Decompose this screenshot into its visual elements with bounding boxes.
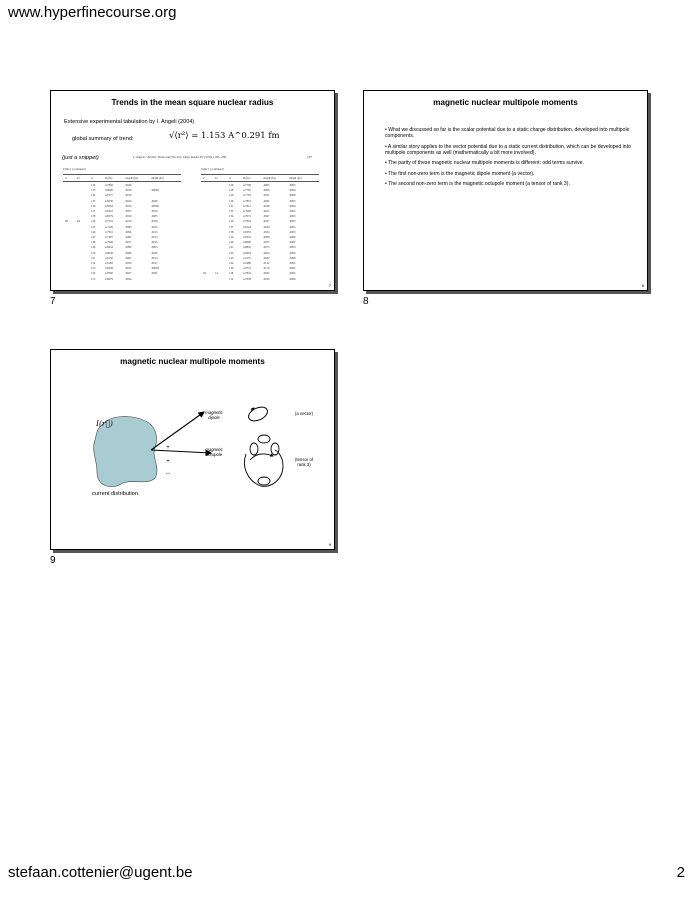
table-cell: 4.8379 <box>105 214 113 219</box>
table-cell: .0026 <box>125 183 132 187</box>
table-cell: 144 <box>229 261 234 265</box>
table-cell: 139 <box>229 235 234 239</box>
dipole-loop-icon <box>246 404 269 423</box>
table-cell: 134 <box>91 193 96 198</box>
table-cell: .0049 <box>151 198 158 203</box>
table-cell: .0005 <box>289 209 296 213</box>
table-cell: .0004 <box>289 203 296 208</box>
radius-table-left <box>63 167 181 285</box>
table-cell: .0039 <box>125 261 132 265</box>
table-cell: .0082 <box>125 235 132 239</box>
table-cell: .0037 <box>263 240 270 245</box>
page-number: 2 <box>676 864 685 881</box>
table-cell: .0005 <box>289 219 296 224</box>
slide-corner-number: 7 <box>328 283 331 288</box>
table-cell: 4.8177 <box>105 193 113 198</box>
table-row <box>201 219 319 223</box>
octupole-loop-icon <box>258 477 270 485</box>
table-row <box>201 240 319 244</box>
table-row <box>201 204 319 208</box>
table-cell: 149 <box>91 245 96 250</box>
table-cell: 132 <box>91 183 96 187</box>
table-cell: .0034 <box>263 229 270 234</box>
table-header-cell: A <box>91 176 93 180</box>
table-cell: 4.8143 <box>243 224 251 229</box>
radius-formula: √⟨r²⟩ = 1.153 A^0.291 fm <box>169 131 280 141</box>
slide-7-trend-label: global summary of trend: <box>72 136 134 142</box>
bullet-item: • What we discussed so far is the scalar potential due to a static charge distribution, developed into multipole components. <box>385 127 630 140</box>
table-row <box>63 225 181 229</box>
table-row <box>63 266 181 270</box>
table-cell: 4.7830 <box>105 183 113 187</box>
table-cell: 119 <box>229 276 234 281</box>
table-cell: .0047 <box>263 209 270 213</box>
slide-8-title: magnetic nuclear multipole moments <box>433 98 578 107</box>
table-cell: .0122 <box>263 261 270 265</box>
table-cell: .0008 <box>289 193 296 198</box>
table-cell: 4.8230 <box>105 198 113 203</box>
bullet-item: • The second non-zero term is the magnetic octupole moment (a tensor of rank 3). <box>385 180 570 187</box>
table-cell: .0032 <box>263 271 270 276</box>
current-symbol: I(r⃗) <box>96 419 113 428</box>
octupole-loop-icon <box>250 443 258 455</box>
slide-8 <box>363 90 648 291</box>
current-distribution-label: current distribution <box>92 491 139 497</box>
table-cell: .00082 <box>151 203 159 208</box>
table-row <box>201 256 319 260</box>
table-row <box>63 245 181 249</box>
table-cell: 4.7763 <box>243 193 251 198</box>
octupole-label: magnetic octupole <box>205 447 223 457</box>
table-cell: 146 <box>229 266 234 271</box>
table-cell: 146 <box>91 229 96 234</box>
table-row <box>201 245 319 249</box>
table-cell: 4.7906 <box>243 209 251 213</box>
table-caption: Table 1 (continued) <box>63 167 86 171</box>
table-cell: 4.7838 <box>243 276 251 281</box>
table-cell: .0032 <box>263 255 270 260</box>
table-header-cell: El <box>215 176 218 180</box>
table-row <box>201 230 319 234</box>
table-cell: 151 <box>91 255 96 260</box>
table-cell: .0004 <box>289 188 296 193</box>
table-cell: .0027 <box>125 271 132 276</box>
octupole-loop-icon <box>271 443 279 455</box>
table-row <box>201 183 319 187</box>
table-cell: .0047 <box>263 214 270 219</box>
table-header-cell: R (fm) <box>105 176 113 180</box>
table-cell: .0009 <box>289 250 296 255</box>
table-cell: 131 <box>229 203 234 208</box>
tensor-label: (tensor of rank 3) <box>294 457 314 467</box>
table-cell: 4.7705 <box>243 188 251 193</box>
table-cell: 89 <box>65 219 68 224</box>
table-cell: 143 <box>229 255 234 260</box>
table-row <box>201 271 319 275</box>
table-cell: .0061 <box>125 255 132 260</box>
table-cell: .00082 <box>151 188 159 193</box>
table-cell: 4.8438 <box>105 266 113 271</box>
table-cell: Cs <box>215 271 219 276</box>
continuation-dots: ... <box>165 470 171 476</box>
table-cell: .0003 <box>289 229 296 234</box>
slide-7-label: 7 <box>50 296 56 307</box>
table-row <box>63 240 181 244</box>
table-row <box>63 230 181 234</box>
table-cell: 4.8030 <box>105 250 113 255</box>
table-row <box>201 225 319 229</box>
table-row <box>63 277 181 281</box>
table-cell: 4.8352 <box>243 235 251 239</box>
table-cell: 4.9136 <box>105 255 113 260</box>
table-cell: 4.7972 <box>243 214 251 219</box>
table-cell: .0005 <box>289 224 296 229</box>
table-cell: 142 <box>229 250 234 255</box>
table-cell: .0219 <box>125 219 132 224</box>
table-cell: 4.8679 <box>105 276 113 281</box>
table-page-ref: 197 <box>307 155 313 159</box>
table-cell: .0039 <box>125 214 132 219</box>
table-row <box>63 271 181 275</box>
table-row <box>201 193 319 197</box>
table-cell: 4.9280 <box>243 261 251 265</box>
plus-sign-2: + <box>166 459 170 465</box>
site-url[interactable]: www.hyperfinecourse.org <box>8 4 177 21</box>
table-row <box>201 199 319 203</box>
table-cell: .0054 <box>151 209 158 213</box>
table-cell: 4.7834 <box>243 271 251 276</box>
table-header-cell: ΔinpR (fm) <box>289 176 302 180</box>
table-cell: 137 <box>91 209 96 213</box>
table-cell: 4.8355 <box>243 229 251 234</box>
table-row <box>63 204 181 208</box>
table-cell: .0073 <box>263 245 270 250</box>
table-cell: .0008 <box>289 255 296 260</box>
table-cell: .0096 <box>125 250 132 255</box>
table-header-cell: R (fm) <box>243 176 251 180</box>
table-cell: .0005 <box>289 198 296 203</box>
table-row <box>201 277 319 281</box>
table-cell: 4.8845 <box>243 245 251 250</box>
table-cell: .0047 <box>263 193 270 198</box>
table-cell: .0002 <box>289 240 296 245</box>
table-row <box>63 219 181 223</box>
table-cell: 4.8560 <box>105 271 113 276</box>
table-cell: 152 <box>91 261 96 265</box>
table-cell: .0006 <box>289 276 296 281</box>
table-cell: .0047 <box>263 219 270 224</box>
dipole-arrow <box>151 412 204 450</box>
table-cell: 155 <box>91 276 96 281</box>
table-cell: 141 <box>229 245 234 250</box>
table-row <box>201 214 319 218</box>
table-cell: .0062 <box>151 271 158 276</box>
table-row <box>201 251 319 255</box>
dipole-label: magnetic dipole <box>205 410 223 420</box>
slide-corner-number: 8 <box>641 283 644 288</box>
table-row <box>201 188 319 192</box>
table-cell: 4.8006 <box>105 188 113 193</box>
table-cell: 153 <box>91 266 96 271</box>
table-header-cell: El <box>77 176 80 180</box>
table-caption: Table 1 (continued) <box>201 167 224 171</box>
table-cell: .0003 <box>289 245 296 250</box>
table-cell: .0034 <box>125 198 132 203</box>
table-cell: 137 <box>229 224 234 229</box>
table-header-cell: ΔexpR (fm) <box>125 176 139 180</box>
table-cell: 4.9137 <box>243 255 251 260</box>
bullet-item: • A similar story applies to the vector potential due to a static current distribution, which can be developed into multipole components as well (mathematically a bit more involved). <box>385 143 631 156</box>
table-cell: 136 <box>91 203 96 208</box>
table-cell: 150 <box>91 250 96 255</box>
table-cell: 4.9182 <box>105 261 113 265</box>
table-header-cell: A <box>229 176 231 180</box>
table-citation: I. Angeli / Atomic Data and Nuclear Data Tables 87 (2004) 185–206 <box>133 155 227 159</box>
table-cell: 148 <box>91 240 96 245</box>
table-cell: .0017 <box>151 261 158 265</box>
slide-7-intro: Extensive experimental tabulation by I. Angeli (2004) <box>64 119 195 125</box>
table-cell: .0013 <box>151 235 158 239</box>
table-cell: Eu <box>77 219 81 224</box>
table-row <box>63 256 181 260</box>
table-cell: 132 <box>229 209 234 213</box>
table-row <box>63 214 181 218</box>
slide-7-snippet-note: (just a snippet) <box>62 155 99 161</box>
octupole-loop-icon <box>258 435 270 443</box>
table-cell: .0024 <box>125 276 132 281</box>
table-header-cell: ΔexpR (fm) <box>263 176 277 180</box>
table-cell: .0082 <box>125 245 132 250</box>
slide-7 <box>50 90 335 291</box>
table-cell: .0006 <box>263 198 270 203</box>
table-cell: .0083 <box>151 214 158 219</box>
table-cell: .0004 <box>263 250 270 255</box>
table-cell: .0005 <box>289 214 296 219</box>
table-cell: .0023 <box>151 224 158 229</box>
slide-8-bullets <box>385 127 635 191</box>
table-cell: .0048 <box>263 203 270 208</box>
slide-9 <box>50 349 335 550</box>
table-cell: .0025 <box>125 266 132 271</box>
table-cell: .0006 <box>289 235 296 239</box>
author-email[interactable]: stefaan.cottenier@ugent.be <box>8 864 193 881</box>
table-cell: .0030 <box>263 276 270 281</box>
table-cell: 4.9775 <box>243 266 251 271</box>
table-cell: 129 <box>229 193 234 198</box>
table-cell: .0050 <box>125 188 132 193</box>
table-cell: .0005 <box>289 266 296 271</box>
table-cell: 136 <box>229 219 234 224</box>
table-cell: .0005 <box>289 183 296 187</box>
multipole-diagram <box>51 350 334 549</box>
table-row <box>201 209 319 213</box>
table-cell: 4.7852 <box>243 198 251 203</box>
table-cell: 138 <box>229 229 234 234</box>
table-cell: 4.8294 <box>105 203 113 208</box>
table-cell: 130 <box>229 198 234 203</box>
table-cell: .0009 <box>151 250 158 255</box>
table-cell: .0005 <box>289 271 296 276</box>
table-cell: 118 <box>229 271 234 276</box>
table-cell: .0013 <box>151 255 158 260</box>
table-row <box>63 188 181 192</box>
table-cell: .0083 <box>125 224 132 229</box>
slide-corner-number: 9 <box>328 542 331 547</box>
table-cell: .0003 <box>263 183 270 187</box>
table-row <box>201 235 319 239</box>
table-cell: 147 <box>91 235 96 239</box>
radius-table-right <box>201 167 319 285</box>
table-cell: 4.7299 <box>105 224 113 229</box>
table-cell: .0023 <box>151 240 158 245</box>
slide-7-title: Trends in the mean square nuclear radius <box>111 98 274 107</box>
table-cell: 4.8434 <box>105 245 113 250</box>
table-cell: .0037 <box>125 209 132 213</box>
table-cell: 140 <box>229 240 234 245</box>
table-cell: .0026 <box>151 219 158 224</box>
table-row <box>63 209 181 213</box>
slide-9-title: magnetic nuclear multipole moments <box>120 357 265 366</box>
table-cell: 4.7799 <box>243 183 251 187</box>
table-cell: 126 <box>229 183 234 187</box>
slide-8-label: 8 <box>363 296 369 307</box>
table-cell: 145 <box>91 224 96 229</box>
table-cell: 138 <box>91 214 96 219</box>
table-cell: 4.7812 <box>243 203 251 208</box>
table-row <box>201 261 319 265</box>
table-cell: .0119 <box>263 266 270 271</box>
table-cell: 134 <box>229 214 234 219</box>
plus-sign-1: + <box>166 445 170 451</box>
table-cell: 4.7316 <box>105 219 113 224</box>
table-header-cell: ΔinpR (fm) <box>151 176 164 180</box>
table-row <box>63 235 181 239</box>
table-cell: 4.7993 <box>243 219 251 224</box>
table-cell: 59 <box>203 271 206 276</box>
vector-label: (a vector) <box>294 411 314 416</box>
table-row <box>63 199 181 203</box>
table-row <box>63 193 181 197</box>
table-cell: .0040 <box>263 224 270 229</box>
table-row <box>63 183 181 187</box>
table-cell: 133 <box>91 188 96 193</box>
table-row <box>63 261 181 265</box>
table-header-cell: Z <box>65 176 67 180</box>
table-cell: .0071 <box>125 240 132 245</box>
table-row <box>201 266 319 270</box>
bullet-item: • The first non-zero term is the magnetic dipole moment (a vector). <box>385 170 535 177</box>
table-cell: 4.9003 <box>243 250 251 255</box>
table-cell: .0006 <box>263 188 270 193</box>
table-cell: .00083 <box>151 266 159 271</box>
table-cell: 135 <box>91 198 96 203</box>
table-row <box>63 251 181 255</box>
table-cell: 4.7516 <box>105 229 113 234</box>
table-cell: .0005 <box>289 261 296 265</box>
table-cell: .0008 <box>263 235 270 239</box>
table-cell: 154 <box>91 271 96 276</box>
table-cell: .0023 <box>125 203 132 208</box>
table-cell: .0019 <box>125 193 132 198</box>
table-cell: .0096 <box>125 229 132 234</box>
table-cell: 4.8600 <box>243 240 251 245</box>
table-cell: .0003 <box>151 245 158 250</box>
table-cell: .0013 <box>151 229 158 234</box>
table-header-cell: Z <box>203 176 205 180</box>
bullet-item: • The parity of these magnetic nuclear multipole moments is different: odd terms survive. <box>385 160 584 167</box>
table-cell: 4.8316 <box>105 209 113 213</box>
table-cell: 128 <box>229 188 234 193</box>
table-cell: 4.7946 <box>105 240 113 245</box>
table-cell: 4.7467 <box>105 235 113 239</box>
slide-9-label: 9 <box>50 555 56 566</box>
table-cell: 144 <box>91 219 96 224</box>
